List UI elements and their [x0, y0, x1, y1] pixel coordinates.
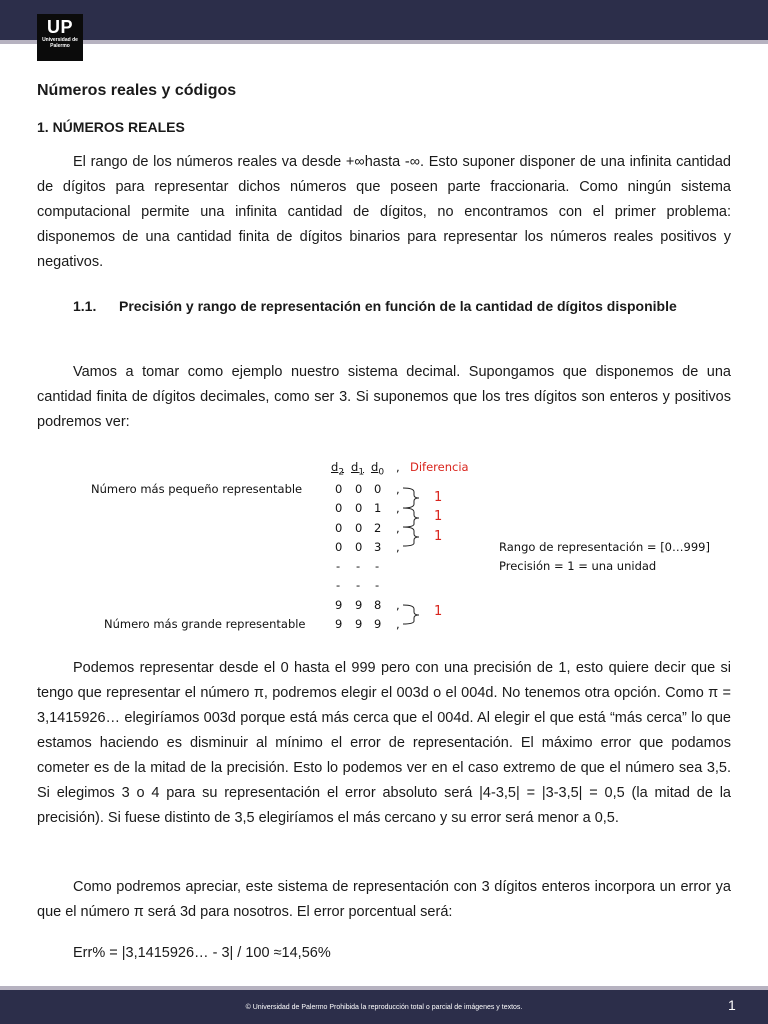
header-d0: $d_0$ [371, 460, 385, 478]
logo-text: UP [46, 17, 73, 37]
university-logo [37, 14, 83, 61]
page-number: 1 [728, 997, 736, 1013]
error-formula: Err% = |3,1415926… - 3| / 100 ≈14,56% [73, 945, 331, 961]
header-d1: $d_1$ [351, 460, 365, 478]
cell-d0: - [375, 559, 380, 573]
paragraph-4: Como podremos apreciar, este sistema de representación con 3 dígitos enteros incorpora un error ya que el número π será 3d para nosotros. El error porcentual será: [37, 879, 731, 920]
difference-value: 1 [434, 490, 443, 505]
cell-d1: 0 [355, 482, 363, 496]
cell-d0: 3 [374, 540, 382, 554]
brace [403, 527, 419, 546]
document-title: Números reales y códigos [37, 82, 237, 99]
section-heading: 1. NÚMEROS REALES [37, 119, 185, 135]
cell-d0: 9 [374, 617, 382, 631]
cell-comma: , [396, 598, 400, 612]
subsection-title: Precisión y rango de representación en función de la cantidad de dígitos disponible [119, 298, 677, 314]
difference-value: 1 [434, 604, 443, 619]
difference-value: 1 [434, 529, 443, 544]
header-d2: $d_2$ [331, 460, 345, 478]
brace [403, 508, 419, 527]
cell-d1: - [356, 559, 361, 573]
row-label-min: Número más pequeño representable [91, 482, 303, 496]
paragraph-2: Vamos a tomar como ejemplo nuestro sistema decimal. Supongamos que disponemos de una cantidad finita de dígitos decimales, como ser 3. Si suponemos que los tres dígitos son enteros y positivos podremos ver: [37, 364, 731, 430]
cell-d2: - [336, 559, 341, 573]
cell-comma: , [396, 482, 400, 496]
cell-d2: 9 [335, 617, 343, 631]
cell-d0: 0 [374, 482, 382, 496]
cell-comma: , [396, 501, 400, 515]
cell-d2: 0 [335, 501, 343, 515]
cell-d1: - [356, 578, 361, 592]
cell-d1: 0 [355, 521, 363, 535]
cell-d0: 2 [374, 521, 382, 535]
cell-d2: - [336, 578, 341, 592]
precision-note: Precisión = 1 = una unidad [499, 559, 657, 573]
paragraph-3: Podemos representar desde el 0 hasta el 999 pero con una precisión de 1, esto quiere decir que si tengo que representar el número π, podremos elegir el 003d o el 004d. No tenemos otra opción. Como π = 3,1415926… elegiríamos 003d porque está más cerca que el 004d. Al elegir el que está “más cerca” lo que estamos haciendo es disminuir al mínimo el error de representación. El máximo error que podamos cometer es de la mitad de la precisión. Esto lo podemos ver en el caso extremo de que el número sea 3,5. Si elegimos 3 o 4 para su representación el error absoluto será |4-3,5| = |3-3,5| = 0,5 (la mitad de la precisión). Si fuese distinto de 3,5 elegiríamos el más cercano y su error será menor a 0,5. [37, 660, 731, 826]
brace [403, 488, 419, 508]
cell-d2: 0 [335, 521, 343, 535]
header-difference: Diferencia [410, 460, 469, 474]
top-divider [0, 40, 768, 44]
cell-comma: , [396, 617, 400, 631]
row-label-max: Número más grande representable [104, 617, 306, 631]
cell-d1: 0 [355, 501, 363, 515]
top-bar [0, 0, 768, 40]
range-note: Rango de representación = [0…999] [499, 540, 710, 554]
footer-copyright: © Universidad de Palermo Prohibida la reproducción total o parcial de imágenes y textos. [245, 1004, 523, 1011]
cell-comma: , [396, 521, 400, 535]
cell-d1: 9 [355, 617, 363, 631]
cell-d2: 0 [335, 482, 343, 496]
header-comma: , [396, 460, 400, 474]
cell-d0: 8 [374, 598, 382, 612]
cell-d0: 1 [374, 501, 382, 515]
brace [403, 605, 419, 624]
subsection-number: 1.1. [73, 298, 97, 314]
cell-d1: 9 [355, 598, 363, 612]
cell-comma: , [396, 540, 400, 554]
cell-d2: 0 [335, 540, 343, 554]
cell-d0: - [375, 578, 380, 592]
difference-value: 1 [434, 509, 443, 524]
cell-d1: 0 [355, 540, 363, 554]
paragraph-1: El rango de los números reales va desde +∞hasta -∞. Esto suponer disponer de una infinita cantidad de dígitos para representar dichos números que poseen parte fraccionaria. Como ningún sistema computacional permite una infinita cantidad de dígitos, no encontramos con el primer problema: disponemos de una cantidad finita de dígitos binarios para representar los números reales positivos y negativos. [37, 154, 731, 270]
logo-subtext: Universidad de Palermo [42, 37, 78, 49]
cell-d2: 9 [335, 598, 343, 612]
